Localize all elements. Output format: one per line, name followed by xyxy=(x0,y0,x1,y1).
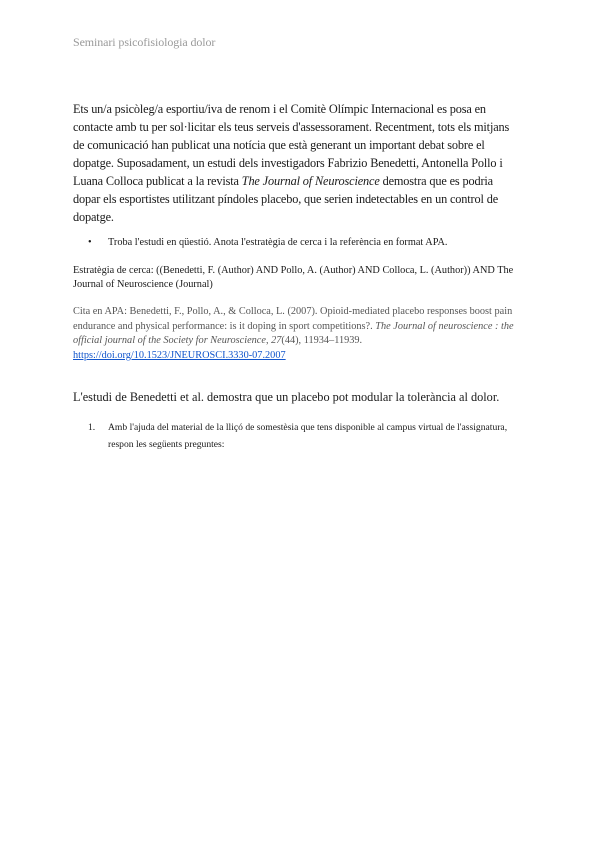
question-text: Amb l'ajuda del material de la lliçó de somestèsia que tens disponible al campus virtual de l'assignatura, respon les següents preguntes: xyxy=(108,422,508,450)
citation-volume: 27 xyxy=(271,335,282,346)
citation-journal: The Journal of neuroscience : the official journal of the Society for Neuroscience xyxy=(73,320,514,346)
numbered-question-item xyxy=(88,419,518,453)
task-text: Troba l'estudi en qüestió. Anota l'estratègia de cerca i la referència en format APA. xyxy=(108,237,448,248)
intro-text-part2: demostra que es podria dopar els esportistes utilitzant píndoles placebo, que serien indetectables en un control de dopatge. xyxy=(73,174,498,224)
task-bullet-item xyxy=(88,236,518,250)
intro-text-part1: Ets un/a psicòleg/a esportiu/iva de renom i el Comitè Olímpic Internacional es posa en contacte amb tu per sol·licitar els teus serveis d'assessorament. Recentment, tots els mitjans de comunicació han publicat una notícia que està generant un important debat sobre el dopatge. Suposadament, un estudi dels investigadors Fabrizio Benedetti, Antonella Pollo i Luana Colloca publicat a la revista xyxy=(73,102,510,188)
bullet-icon: • xyxy=(88,237,92,248)
claim-paragraph: L'estudi de Benedetti et al. demostra que un placebo pot modular la tolerància al dolor. xyxy=(73,390,500,404)
intro-paragraph xyxy=(73,100,513,226)
question-number: 1. xyxy=(88,422,96,433)
journal-title: The Journal of Neuroscience xyxy=(241,174,380,188)
citation-issue-pages: (44), 11934–11939. xyxy=(281,335,363,346)
doi-link[interactable]: https://doi.org/10.1523/JNEUROSCI.3330-07.2007 xyxy=(73,349,286,361)
search-strategy: Estratègia de cerca: ((Benedetti, F. (Author) AND Pollo, A. (Author) AND Colloca, L. (Author)) AND The Journal of Neuroscience (Journal) xyxy=(73,265,514,290)
page-header: Seminari psicofisiologia dolor xyxy=(73,35,216,49)
citation-separator: , xyxy=(265,335,272,346)
apa-citation xyxy=(73,305,525,363)
citation-prefix: Cita en APA: Benedetti, F., Pollo, A., & Colloca, L. (2007). Opioid-mediated placebo responses boost pain endurance and physical performance: is it doping in sport competitions?. xyxy=(73,306,513,332)
